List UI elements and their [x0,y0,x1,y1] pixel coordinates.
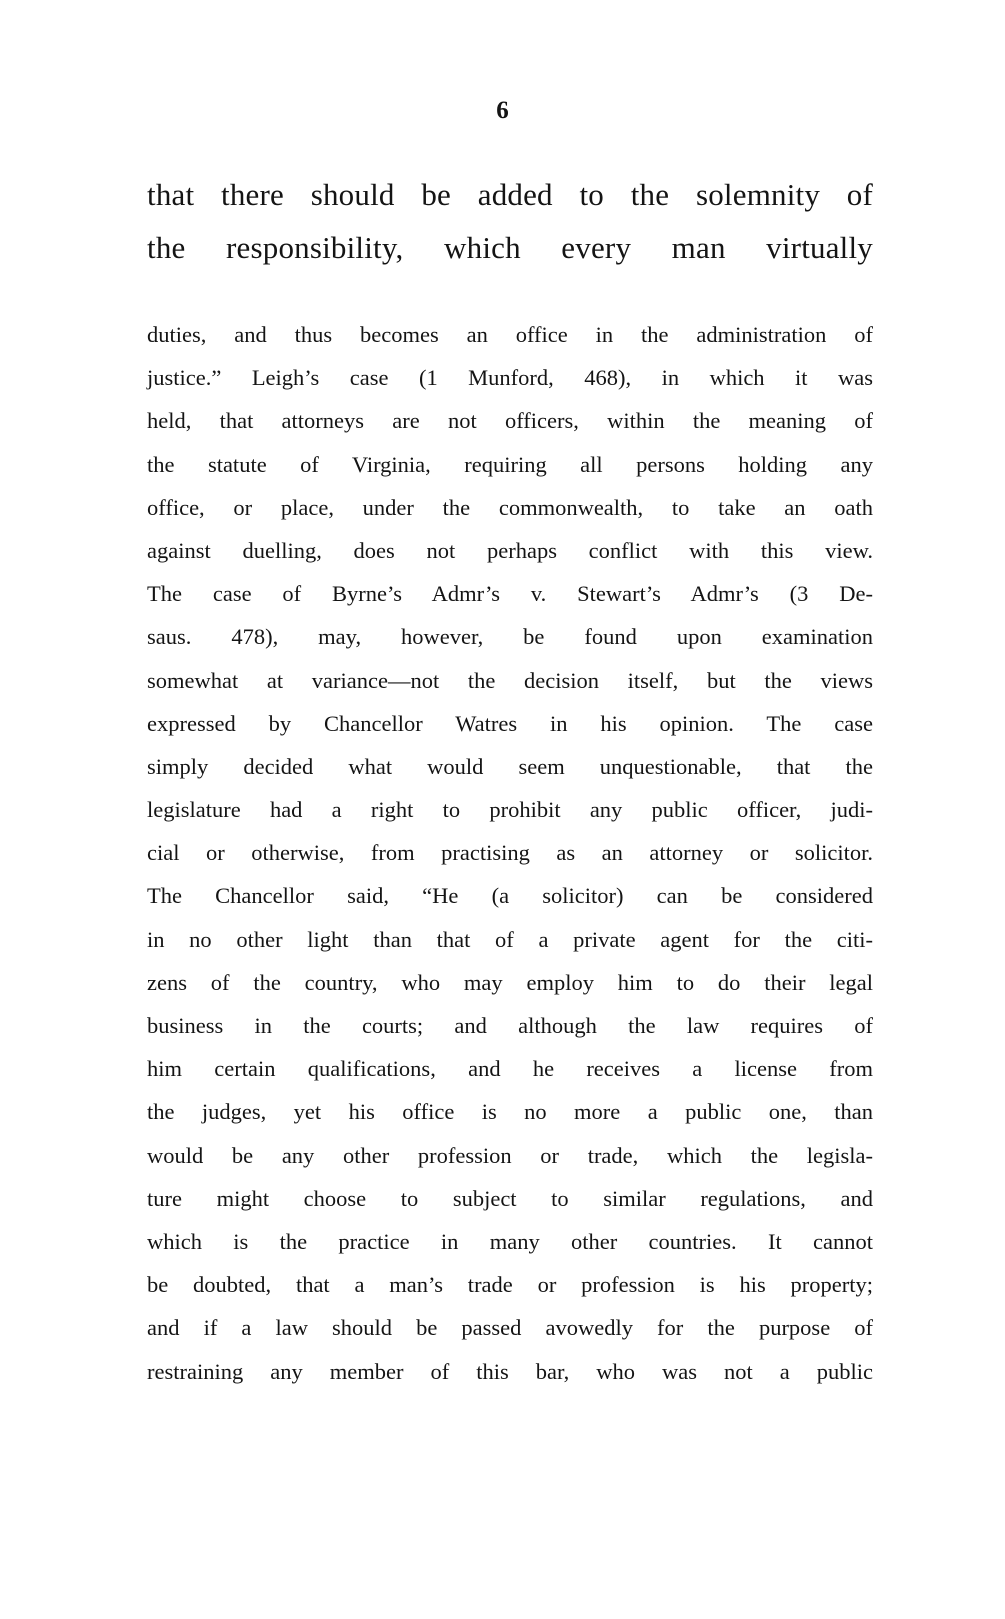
footnote-line: The case of Byrne’s Admr’s v. Stewart’s Admr’s (3 De- [147,581,873,607]
footnote-line: somewhat at variance—not the decision itself, but the views [147,667,873,693]
main-text-line: that there should be added to the solemnity of [147,177,873,212]
footnote-line: the judges, yet his office is no more a public one, than [147,1099,873,1125]
footnote-line: him certain qualifications, and he receives a license from [147,1056,873,1082]
footnote-line: held, that attorneys are not officers, within the meaning of [147,408,873,434]
footnote-line: ture might choose to subject to similar regulations, and [147,1185,873,1211]
footnote-line: restraining any member of this bar, who was not a public [147,1358,873,1384]
footnote-line: The Chancellor said, “He (a solicitor) can be considered [147,883,873,909]
footnote-line: would be any other profession or trade, which the legisla- [147,1142,873,1168]
main-text-block [147,168,873,274]
footnote-line: zens of the country, who may employ him to do their legal [147,969,873,995]
footnote-line: business in the courts; and although the law requires of [147,1013,873,1038]
footnote-line: be doubted, that a man’s trade or profession is his property; [147,1272,873,1298]
footnote-line: against duelling, does not perhaps conflict with this view. [147,537,873,563]
footnote-line: in no other light than that of a private agent for the citi- [147,926,873,952]
page-number: 6 [496,97,509,124]
footnote-line: and if a law should be passed avowedly for the purpose of [147,1315,873,1341]
footnote-line: saus. 478), may, however, be found upon examination [147,624,873,650]
footnote-line: duties, and thus becomes an office in the administration of [147,322,873,347]
footnote-line: simply decided what would seem unquestionable, that the [147,753,873,779]
footnote-line: justice.” Leigh’s case (1 Munford, 468), in which it was [147,365,873,391]
footnote-block [147,313,873,1393]
main-text-line: the responsibility, which every man virtually [147,230,873,265]
footnote-line: the statute of Virginia, requiring all persons holding any [147,451,873,477]
footnote-line: which is the practice in many other countries. It cannot [147,1228,873,1254]
footnote-line: legislature had a right to prohibit any public officer, judi- [147,797,873,823]
footnote-line: cial or otherwise, from practising as an attorney or solicitor. [147,840,873,866]
footnote-line: expressed by Chancellor Watres in his opinion. The case [147,710,873,736]
footnote-line: office, or place, under the commonwealth, to take an oath [147,494,873,520]
